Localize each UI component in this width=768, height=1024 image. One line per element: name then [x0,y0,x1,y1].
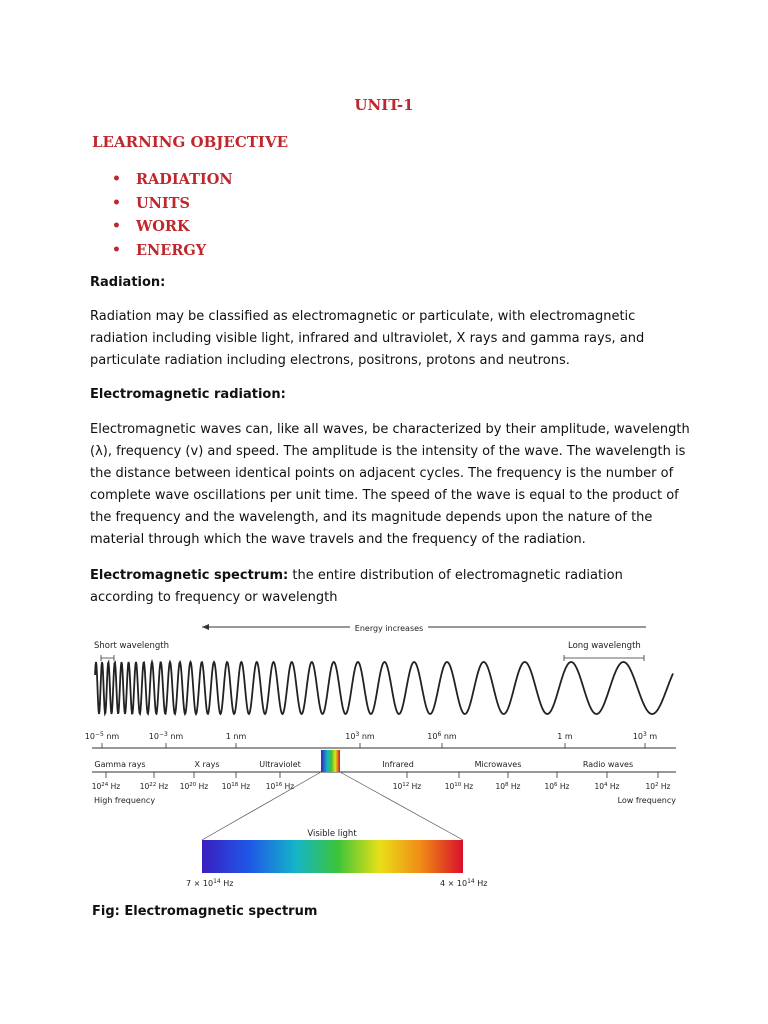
spectrum-region-label: Infrared [382,760,414,769]
frequency-tick-label: $10^{10}$ Hz [444,782,474,791]
wavelength-tick-label: $10^{-3}$ nm [148,731,184,741]
list-item: • WORK [112,215,233,239]
radiation-paragraph: Radiation may be classified as electromagnetic or particulate, with electromagnetic radiation including visible light, infrared and ultraviolet, X rays and gamma rays, and particulate radiation including electrons, positrons, protons and neutrons. [90,309,645,368]
high-frequency-label: High frequency [94,796,156,805]
bullet-icon: • [112,241,121,258]
em-spectrum-definition: the entire distribution of electromagnetic radiation according to frequency or wavelength [90,568,623,605]
frequency-tick-label: $10^{22}$ Hz [139,782,169,791]
spectrum-region-label: Ultraviolet [259,760,301,769]
visible-left-frequency: $7 \times 10^{14}$ Hz [186,878,234,888]
em-spectrum-diagram [84,612,680,892]
spectrum-region-label: Radio waves [582,760,634,769]
frequency-tick-label: $10^{12}$ Hz [392,782,422,791]
low-frequency-label: Low frequency [617,796,676,805]
list-item: • UNITS [112,192,233,216]
short-wavelength-label: Short wavelength [94,641,170,651]
unit-title: UNIT-1 [354,96,414,114]
wave-line [95,662,673,714]
bullet-icon: • [112,194,121,211]
wavelength-tick-label: $10^6$ nm [427,731,457,741]
frequency-tick-label: $10^4$ Hz [594,782,620,791]
list-item: • RADIATION [112,168,233,192]
frequency-tick-label: $10^{24}$ Hz [91,782,121,791]
bullet-icon: • [112,171,121,187]
spectrum-region-label: X rays [194,760,220,769]
frequency-tick-label: $10^6$ Hz [544,782,570,791]
radiation-heading: Radiation: [90,275,166,290]
wavelength-tick-label: 1 m [557,732,573,741]
visible-right-frequency: $4 \times 10^{14}$ Hz [440,878,488,888]
long-wavelength-bracket [564,655,644,661]
visible-band-small [321,750,340,772]
spectrum-region-label: Microwaves [474,760,522,769]
wavelength-tick-label: 1 nm [225,732,247,741]
long-wavelength-label: Long wavelength [568,641,641,651]
bullet-icon: • [112,218,121,234]
short-wavelength-bracket [101,655,114,661]
learning-objective-list [112,168,233,262]
frequency-tick-label: $10^2$ Hz [645,782,671,791]
energy-increases-label: Energy increases [354,624,424,633]
visible-spectrum-band [202,840,463,873]
wavelength-tick-label: $10^3$ m [632,731,658,741]
list-item: • ENERGY [112,239,233,263]
frequency-tick-label: $10^{18}$ Hz [221,782,251,791]
em-spectrum-paragraph [90,565,650,609]
figure-caption: Fig: Electromagnetic spectrum [92,904,318,919]
spectrum-region-label: Gamma rays [94,760,146,769]
frequency-tick-label: $10^{20}$ Hz [179,782,209,791]
frequency-tick-label: $10^{16}$ Hz [265,782,295,791]
projection-line-left [202,772,321,840]
frequency-tick-label: $10^8$ Hz [495,782,521,791]
wavelength-tick-label: $10^3$ nm [345,731,375,741]
em-radiation-paragraph: Electromagnetic waves can, like all waves, be characterized by their amplitude, wavelength (λ), frequency (v) and speed. The amplitude is the intensity of the wave. The wavelength is the distance between identical points on adjacent cycles. The frequency is the number of complete wave oscillations per unit time. The speed of the wave is equal to the product of the frequency and the wavelength, and its magnitude depends upon the nature of the material through which the wave travels and the frequency of the radiation. [90,422,690,547]
em-spectrum-term: Electromagnetic spectrum: [90,568,289,583]
visible-light-label: Visible light [307,829,357,839]
wavelength-tick-label: $10^{-5}$ nm [84,731,120,741]
em-radiation-heading: Electromagnetic radiation: [90,387,286,402]
learning-objective-heading: LEARNING OBJECTIVE [92,133,289,151]
em-spectrum-figure [84,612,680,892]
